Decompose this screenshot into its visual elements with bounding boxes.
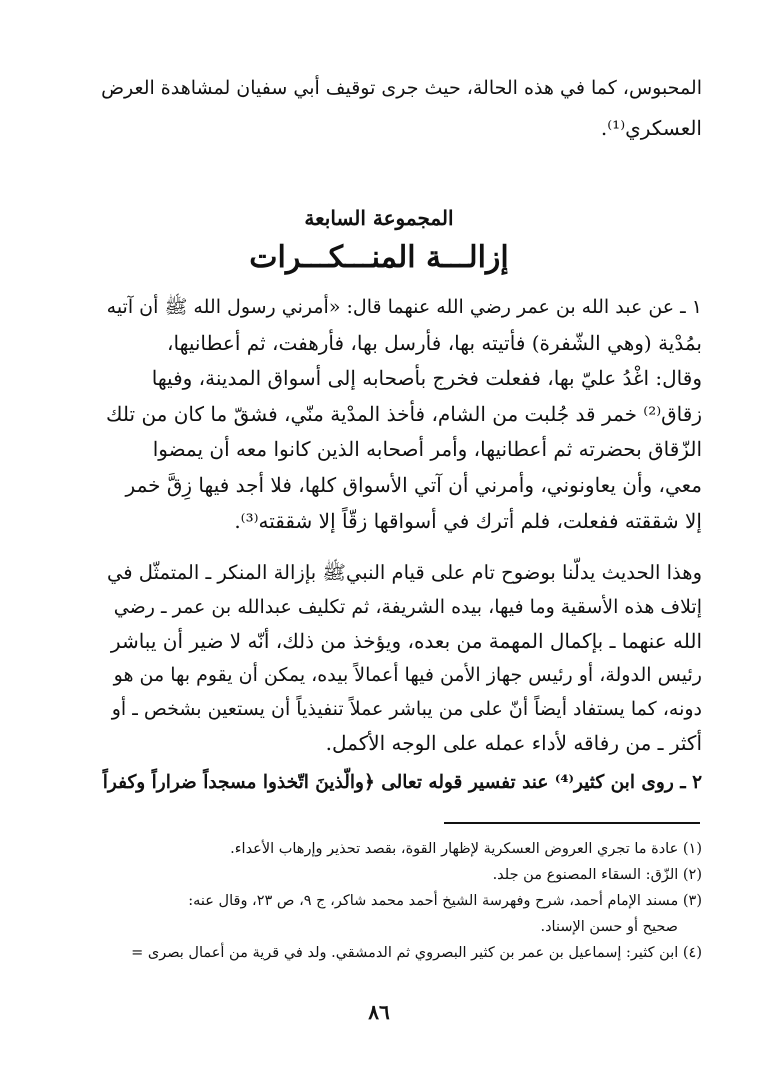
intro-paragraph (100, 68, 702, 148)
paragraph1-line-6: معي، وأن يعاونوني، وأمرني أن آتي الأسواق كلها، فلا أجد فيها زِقَّ خمر (125, 472, 702, 497)
footnote-3-continuation: صحيح أو حسن الإسناد. (540, 919, 678, 935)
footnote-3: (٣) مسند الإمام أحمد، شرح وفهرسة الشيخ أحمد محمد شاكر، ج ٩، ص ٢٣، وقال عنه: (188, 893, 702, 909)
intro-line-2: العسكري⁽¹⁾. (600, 116, 702, 140)
paragraph1-line-1: ١ ـ عن عبد الله بن عمر رضي الله عنهما قال: «أمرني رسول الله ﷺ أن آتيه (106, 296, 702, 318)
paragraph2-line-3: الله عنهما ـ بإكمال المهمة من بعده، ويؤخذ من ذلك، أنّه لا ضير أن يباشر (110, 629, 702, 653)
paragraph2-line-2: إتلاف هذه الأسقية وما فيها، بيده الشريفة، ثم تكليف عبدالله بن عمر ـ رضي (113, 596, 702, 618)
intro-line-1: المحبوس، كما في هذه الحالة، حيث جرى توقيف أبي سفيان لمشاهدة العرض (101, 77, 702, 99)
hadith-paragraph (100, 290, 702, 539)
paragraph1-line-3: وقال: اغْدُ عليّ بها، ففعلت فخرج بأصحابه إلى أسواق المدينة، وفيها (151, 366, 702, 391)
paragraph2-line-5: دونه، كما يستفاد أيضاً أنّ على من يباشر عملاً تنفيذياً أن يستعين بشخص ـ أو (111, 698, 702, 720)
paragraph1-line-7: إلا شققته ففعلت، فلم أترك في أسواقها زقّاً إلا شققته⁽³⁾. (234, 508, 702, 533)
group-heading: المجموعة السابعة (304, 206, 454, 230)
paragraph3-line-1: ٢ ـ روى ابن كثير⁽⁴⁾ عند تفسير قوله تعالى ﴿والّذينَ اتّخذوا مسجداً ضراراً وكفراً (102, 772, 702, 793)
paragraph1-line-4: زقاق⁽²⁾ خمر قد جُلبت من الشام، فأخذ المدْية منّي، فشقّ ما كان من تلك (106, 401, 702, 426)
page-number: ٨٦ (368, 1000, 390, 1024)
paragraph2-line-4: رئيس الدولة، أو رئيس جهاز الأمن فيها أعمالاً بيده، يمكن أن يقوم بها من هو (113, 664, 702, 686)
paragraph2-line-1: وهذا الحديث يدلّنا بوضوح تام على قيام النبيﷺ بإزالة المنكر ـ المتمثّل في (107, 561, 702, 584)
second-item-paragraph (100, 766, 702, 800)
paragraph1-line-5: الزّقاق بحضرته ثم أعطانيها، وأمر أصحابه الذين كانوا معه أن يمضوا (152, 437, 702, 462)
section-title: إزالـــة المنـــكـــرات (249, 240, 509, 275)
footnote-2: (٢) الزّق: السقاء المصنوع من جلد. (492, 867, 702, 883)
commentary-paragraph (100, 556, 702, 760)
paragraph2-line-6: أكثر ـ من رفاقه لأداء عمله على الوجه الأكمل. (325, 731, 702, 755)
footnote-1: (١) عادة ما تجري العروض العسكرية لإظهار القوة، بقصد تحذير وإرهاب الأعداء. (230, 841, 702, 857)
paragraph1-line-2: بمُدْية (وهي الشّفرة) فأتيته بها، فأرسل بها، فأرهفت، ثم أعطانيها، (167, 330, 702, 355)
footnote-4: (٤) ابن كثير: إسماعيل بن عمر بن كثير البصروي ثم الدمشقي. ولد في قرية من أعمال بصرى = (131, 945, 702, 961)
footnote-divider (444, 822, 700, 824)
footnotes (98, 836, 702, 966)
